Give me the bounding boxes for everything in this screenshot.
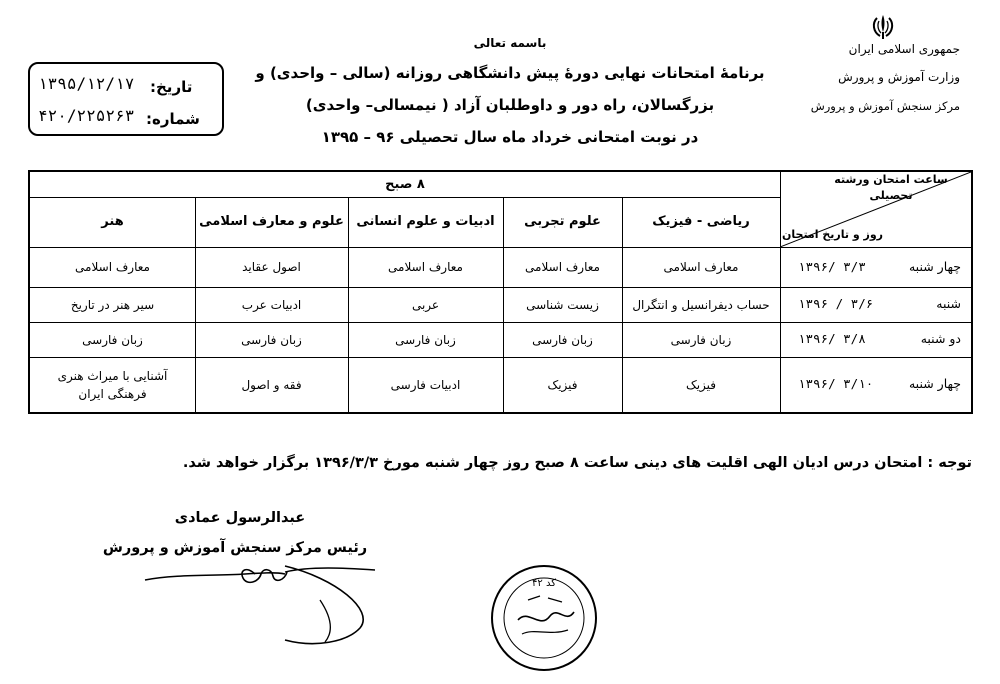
table-cell: معارف اسلامی xyxy=(663,260,739,274)
table-cell: زبان فارسی xyxy=(241,332,302,347)
table-cell: حساب دیفرانسیل و انتگرال xyxy=(632,297,770,312)
table-cell: معارف اسلامی xyxy=(388,260,463,274)
column-header: هنر xyxy=(101,214,124,230)
exam-date: ۱۳۹۶/ ۳/۳ xyxy=(798,258,866,274)
table-cell: عربی xyxy=(411,297,440,312)
official-stamp-icon xyxy=(488,562,600,674)
table-cell: معارف اسلامی xyxy=(525,260,600,274)
column-header: علوم و معارف اسلامی xyxy=(199,214,344,230)
day-name: شنبه xyxy=(936,296,961,312)
day-name: چهار شنبه xyxy=(908,376,961,392)
signatory-name: عبدالرسول عمادی xyxy=(174,510,306,526)
handwritten-signature-icon xyxy=(135,560,385,650)
table-cell: زبان فارسی xyxy=(670,332,732,347)
country-name: جمهوری اسلامی ایران xyxy=(848,42,960,56)
invocation: باسمه تعالی xyxy=(473,36,547,50)
title-line-1: برنامهٔ امتحانات نهایی دورهٔ پیش دانشگاهی روزانه (سالی – واحدی) و xyxy=(255,64,765,82)
table-cell: زیست شناسی xyxy=(526,297,599,312)
column-header: ادبیات و علوم انسانی xyxy=(356,214,495,230)
exam-date: ۱۳۹۶/ ۳/۱۰ xyxy=(798,376,874,392)
date-label: تاریخ: xyxy=(150,78,193,96)
table-row-day xyxy=(780,287,971,322)
exam-note: توجه : امتحان درس ادیان الهی اقلیت های دینی ساعت ۸ صبح روز چهار شنبه مورخ ۱۳۹۶/۳/۳ برگزار خواهد شد. xyxy=(182,455,972,471)
table-cell: ادبیات فارسی xyxy=(390,377,461,392)
date-value: ۱۳۹۵/۱۲/۱۷ xyxy=(38,74,135,93)
table-cell: فیزیک xyxy=(547,377,578,392)
ministry-name: وزارت آموزش و پرورش xyxy=(838,70,960,84)
exam-date: ۱۳۹۶/ ۳/۸ xyxy=(798,331,866,347)
table-cell: معارف اسلامی xyxy=(75,260,150,274)
table-cell: آشنایی با میراث هنری فرهنگی ایران xyxy=(57,368,168,401)
day-name: دو شنبه xyxy=(920,331,961,347)
number-label: شماره: xyxy=(146,110,200,128)
day-name: چهار شنبه xyxy=(908,258,961,274)
stamp-code: کد ۴۲ xyxy=(532,578,556,589)
table-cell: ادبیات عرب xyxy=(241,297,302,312)
time-header: ۸ صبح xyxy=(385,176,425,192)
number-value: ۴۲۰/۲۲۵۲۶۳ xyxy=(38,106,135,125)
exam-date: ۱۳۹۶ / ۳/۶ xyxy=(798,296,874,312)
table-row-day xyxy=(780,322,971,357)
title-line-3: در نوبت امتحانی خرداد ماه سال تحصیلی ۹۶ – ۱۳۹۵ xyxy=(321,128,699,146)
corner-header-bottom: روز و تاریخ امتحان xyxy=(782,227,883,241)
column-header: علوم تجربی xyxy=(524,214,601,230)
table-row-day xyxy=(780,247,971,287)
table-row-day xyxy=(780,357,971,412)
table-cell: سیر هنر در تاریخ xyxy=(70,297,155,312)
exam-schedule-table xyxy=(28,170,973,414)
signatory-title: رئیس مرکز سنجش آموزش و پرورش xyxy=(102,540,368,556)
table-cell: زبان فارسی xyxy=(395,332,456,347)
table-cell: زبان فارسی xyxy=(532,332,593,347)
table-cell: زبان فارسی xyxy=(82,332,143,347)
center-name: مرکز سنجش آموزش و پرورش xyxy=(810,99,960,113)
iran-emblem-icon xyxy=(868,12,898,42)
column-header: ریاضی - فیزیک xyxy=(652,214,750,230)
table-cell: اصول عقاید xyxy=(242,260,301,274)
corner-header-top: ساعت امتحان ورشته تحصیلی xyxy=(834,172,948,202)
table-cell: فقه و اصول xyxy=(241,377,302,392)
title-line-2: بزرگسالان، راه دور و داوطلبان آزاد ( نیمسالی– واحدی) xyxy=(305,96,715,114)
table-cell: فیزیک xyxy=(685,377,717,392)
